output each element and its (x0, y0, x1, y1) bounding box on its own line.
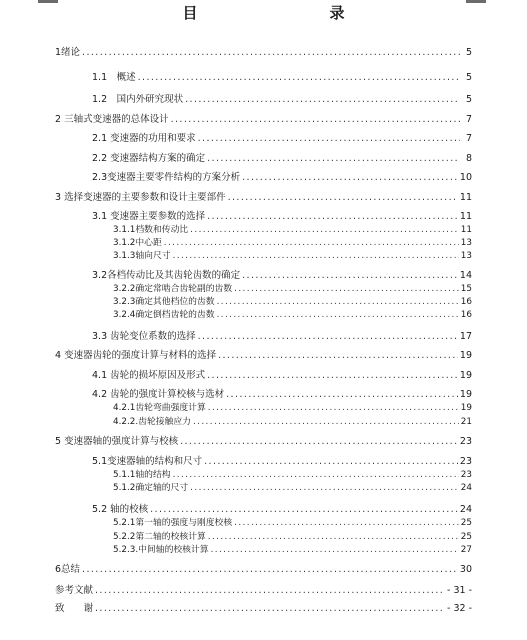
toc-entry[interactable]: 3.1 变速器主要参数的选择 ..... 11 (92, 211, 472, 223)
toc-entry[interactable]: 3.1.2中心距 ..... 13 (113, 237, 472, 249)
toc-entry[interactable]: 参考文献 ..... - 31 - (55, 585, 472, 597)
toc-entry[interactable]: 5.1.2确定轴的尺寸 ..... 24 (113, 482, 472, 494)
toc-entry[interactable]: 5 变速器轴的强度计算与校核 ..... 23 (55, 436, 472, 448)
toc-entry[interactable]: 致 谢 ..... - 32 - (55, 603, 472, 615)
toc-entry[interactable]: 2.2 变速器结构方案的确定 ..... 8 (92, 153, 472, 165)
toc-entry[interactable]: 4.2.1齿轮弯曲强度计算 ..... 19 (113, 402, 472, 414)
toc-entry[interactable]: 2.1 变速器的功用和要求 ..... 7 (92, 133, 472, 145)
toc-entry[interactable]: 3 选择变速器的主要参数和设计主要部件 ..... 11 (55, 192, 472, 204)
toc-entry[interactable]: 5.2.1第一轴的强度与刚度校核 ..... 25 (113, 517, 472, 529)
toc-entry[interactable]: 1.1 概述 ..... 5 (92, 72, 472, 84)
toc-entry[interactable]: 1.2 国内外研究现状 ..... 5 (92, 94, 472, 106)
toc-entry[interactable]: 4.1 齿轮的损坏原因及形式 ..... 19 (92, 370, 472, 382)
toc-entry[interactable]: 6总结 ..... 30 (55, 564, 472, 576)
toc-entry[interactable]: 3.2.2确定常啮合齿轮副的齿数 ..... 15 (113, 283, 472, 295)
toc-entry[interactable]: 3.1.1档数和传动比 ..... 11 (113, 224, 472, 236)
toc-entry[interactable]: 4 变速器齿轮的强度计算与材料的选择 ..... 19 (55, 350, 472, 362)
toc-entry[interactable]: 3.2各档传动比及其齿轮齿数的确定 ..... 14 (92, 270, 472, 282)
toc-entry[interactable]: 2 三轴式变速器的总体设计 ..... 7 (55, 114, 472, 126)
toc-entry[interactable]: 5.2 轴的校核 ..... 24 (92, 504, 472, 516)
toc-entry[interactable]: 1绪论 ..... 5 (55, 47, 472, 59)
toc-entry[interactable]: 3.3 齿轮变位系数的选择 ..... 17 (92, 331, 472, 343)
toc-entry[interactable]: 2.3变速器主要零件结构的方案分析 ..... 10 (92, 172, 472, 184)
toc-entry[interactable]: 4.2 齿轮的强度计算校核与选材 ..... 19 (92, 389, 472, 401)
toc-entry[interactable]: 5.1.1轴的结构 ..... 23 (113, 469, 472, 481)
toc-entry[interactable]: 5.2.2第二轴的校核计算 ..... 25 (113, 531, 472, 543)
toc-entry[interactable]: 3.2.3确定其他档位的齿数 ..... 16 (113, 296, 472, 308)
page-title: 目 录 (182, 4, 379, 22)
toc-entry[interactable]: 3.1.3轴向尺寸 ..... 13 (113, 250, 472, 262)
toc-entry[interactable]: 4.2.2.齿轮接触应力 ..... 21 (113, 416, 472, 428)
toc-entry[interactable]: 5.1变速器轴的结构和尺寸 ..... 23 (92, 456, 472, 468)
toc-entry[interactable]: 3.2.4确定倒档齿轮的齿数 ..... 16 (113, 309, 472, 321)
toc-entry[interactable]: 5.2.3.中间轴的校核计算 ..... 27 (113, 544, 472, 556)
